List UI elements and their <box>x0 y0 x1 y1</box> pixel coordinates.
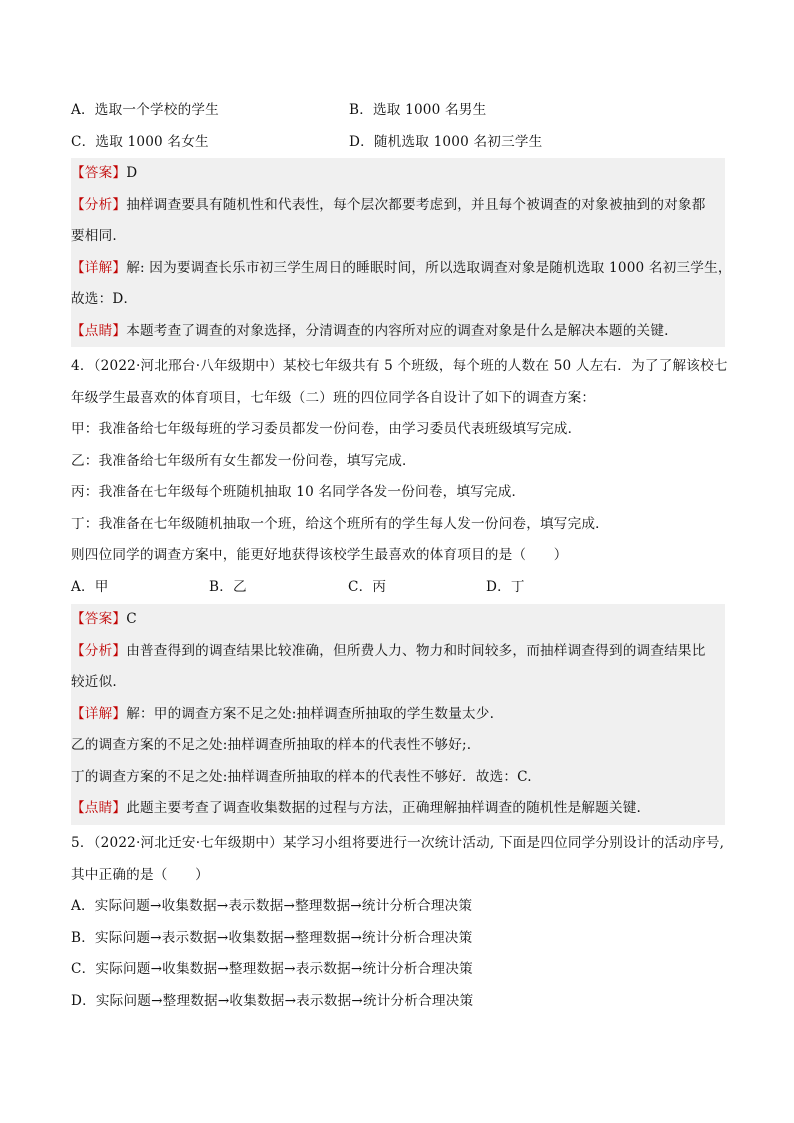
q3-comment <box>71 316 725 348</box>
q3-option-b: B．选取 1000 名男生 <box>349 102 487 118</box>
q4-detail-text: 解：甲的调查方案不足之处:抽样调查所抽取的学生数量太少. <box>126 705 495 722</box>
q4-answer <box>71 604 725 636</box>
q4-detail-tag: 【详解】 <box>71 705 127 722</box>
q3-options-row-1 <box>71 95 725 127</box>
q4-stem <box>71 351 728 603</box>
q4-stem-line-1: 4．（2022·河北邢台·八年级期中）某校七年级共有 5 个班级，每个班的人数在 50 人左右．为了了解该校七 <box>71 358 728 374</box>
q4-comment-text: 此题主要考查了调查收集数据的过程与方法，正确理解抽样调查的随机性是解题关键. <box>126 800 642 816</box>
q4-stem-line-2: 年级学生最喜欢的体育项目，七年级（二）班的四位同学各自设计了如下的调查方案： <box>71 389 596 406</box>
q5-option-a: A．实际问题→收集数据→表示数据→整理数据→统计分析合理决策 <box>71 898 473 914</box>
q4-answer-tag: 【答案】 <box>71 611 127 627</box>
q4-analysis-text: 由普查得到的调查结果比较准确，但所费人力、物力和时间较多，而抽样调查得到的调查结果比 <box>126 642 706 659</box>
q3-detail-text: 解: 因为要调查长乐市初三学生周日的睡眠时间，所以选取调查对象是随机选取 1000 名初三学生， <box>126 259 732 276</box>
q4-detail-line-2: 乙的调查方案的不足之处:抽样调查所抽取的样本的代表性不够好;. <box>71 737 472 753</box>
q4-question: 则四位同学的调查方案中，能更好地获得该校学生最喜欢的体育项目的是（ ） <box>71 547 568 563</box>
q4-answer-value: C <box>126 611 137 627</box>
q3-detail <box>71 253 732 285</box>
q3-option-d: D．随机选取 1000 名初三学生 <box>349 133 543 150</box>
q4-analysis-tag: 【分析】 <box>71 642 127 659</box>
q5-option-d: D．实际问题→整理数据→收集数据→表示数据→统计分析合理决策 <box>71 992 474 1009</box>
q5-option-c: C．实际问题→收集数据→整理数据→表示数据→统计分析合理决策 <box>71 961 473 977</box>
q5-stem <box>71 828 725 1017</box>
q3-answer-tag: 【答案】 <box>71 165 127 181</box>
q3-solution <box>71 158 732 347</box>
q4-option-c: C．丙 <box>348 578 387 595</box>
q3-option-a: A．选取一个学校的学生 <box>71 102 219 118</box>
q3-answer <box>71 158 725 190</box>
q3-comment-tag: 【点睛】 <box>71 322 127 339</box>
q4-analysis <box>71 636 725 668</box>
q3-answer-value: D <box>126 165 138 181</box>
q4-analysis-cont: 较近似. <box>71 674 117 690</box>
q4-comment <box>71 793 725 825</box>
q3-options <box>71 95 725 158</box>
q3-option-c: C．选取 1000 名女生 <box>71 133 209 150</box>
q4-option-a: A．甲 <box>71 578 109 595</box>
q3-analysis-cont: 要相同. <box>71 228 117 244</box>
q4-plan-jia: 甲：我准备给七年级每班的学习委员都发一份问卷，由学习委员代表班级填写完成． <box>71 421 582 437</box>
q3-detail-tag: 【详解】 <box>71 259 127 276</box>
q4-comment-tag: 【点睛】 <box>71 800 127 816</box>
q3-comment-text: 本题考查了调查的对象选择，分清调查的内容所对应的调查对象是什么是解决本题的关键. <box>126 322 669 339</box>
q4-plan-ding: 丁：我准备在七年级随机抽取一个班，给这个班所有的学生每人发一份问卷，填写完成． <box>71 515 609 532</box>
q5-stem-line-1: 5．（2022·河北迁安·七年级期中）某学习小组将要进行一次统计活动, 下面是四位同学分别设计的活动序号, <box>71 835 725 851</box>
q3-analysis <box>71 190 725 222</box>
q3-options-row-2 <box>71 127 725 159</box>
q4-option-b: B．乙 <box>209 578 247 595</box>
q4-options <box>71 572 725 604</box>
q4-plan-bing: 丙：我准备在七年级每个班随机抽取 10 名同学各发一份问卷，填写完成． <box>71 484 526 500</box>
q3-detail-cont: 故选：D． <box>71 291 138 307</box>
q4-solution <box>71 604 725 825</box>
q4-option-d: D．丁 <box>486 578 525 595</box>
q5-stem-line-2: 其中正确的是（ ） <box>71 866 209 883</box>
q5-option-b: B．实际问题→表示数据→收集数据→整理数据→统计分析合理决策 <box>71 929 473 946</box>
q3-analysis-text: 抽样调查要具有随机性和代表性，每个层次都要考虑到，并且每个被调查的对象被抽到的对象都 <box>126 196 706 213</box>
q4-plan-yi: 乙：我准备给七年级所有女生都发一份问卷，填写完成． <box>71 452 416 469</box>
q4-detail-line-3: 丁的调查方案的不足之处:抽样调查所抽取的样本的代表性不够好．故选：C. <box>71 768 532 785</box>
q3-analysis-tag: 【分析】 <box>71 196 127 213</box>
q4-detail <box>71 699 725 731</box>
